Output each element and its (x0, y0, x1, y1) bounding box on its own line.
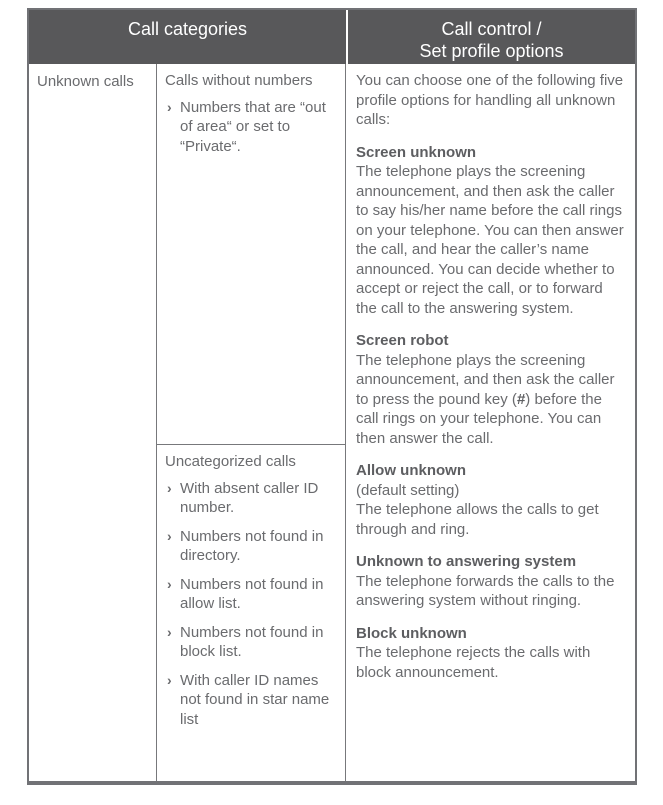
category-label: Unknown calls (37, 73, 134, 90)
profile-options-list (356, 143, 627, 683)
bullet-arrow-icon: › (167, 98, 172, 115)
bullet-text: Numbers not found in block list. (180, 623, 324, 660)
header-call-control (346, 10, 635, 64)
profile-option-title: Screen unknown (356, 143, 477, 161)
header-call-categories: Call categories (127, 19, 248, 39)
cell-uncategorized-calls (157, 445, 345, 781)
subcategory-title: Uncategorized calls (165, 453, 296, 470)
bullet-item (165, 575, 338, 614)
bullet-list (165, 98, 338, 157)
profile-option-title: Unknown to answering system (356, 553, 577, 570)
header-call-control-line2: Set profile options (419, 41, 564, 61)
bullet-item (165, 98, 338, 157)
bullet-item (165, 527, 338, 566)
profile-option-title: Screen robot (356, 332, 449, 349)
bullet-text: Numbers not found in directory. (180, 527, 324, 564)
profile-option-subtitle: (default setting) (356, 481, 460, 499)
bullet-item (165, 623, 338, 662)
bullet-arrow-icon: › (167, 479, 172, 496)
cell-calls-without-numbers (157, 64, 345, 445)
unknown-calls-table (27, 8, 637, 785)
bullet-list (165, 479, 338, 730)
header-call-control-line1: Call control / (441, 19, 542, 39)
profile-option-title: Allow unknown (356, 462, 466, 479)
bullet-text: With caller ID names not found in star name list (180, 671, 330, 728)
profile-options-intro: You can choose one of the following five profile options for handling all unknown calls: (356, 72, 624, 128)
bullet-arrow-icon: › (167, 623, 172, 640)
bullet-arrow-icon: › (167, 671, 172, 688)
profile-option (356, 624, 627, 683)
bullet-text: Numbers not found in allow list. (180, 575, 324, 612)
table-header-row (29, 10, 635, 64)
bullet-arrow-icon: › (167, 527, 172, 544)
cell-profile-options (346, 64, 635, 781)
profile-option (356, 552, 627, 611)
column-subcategories (156, 64, 346, 781)
profile-option-description: The telephone plays the screening announcement, and then ask the caller to press the pound key (#) before the call rings on your telephone. You can then answer the call. (356, 351, 615, 447)
subcategory-title: Calls without numbers (165, 72, 313, 89)
profile-option (356, 143, 627, 319)
bullet-item (165, 479, 338, 518)
table-body (29, 64, 635, 781)
profile-option-description: The telephone allows the calls to get through and ring. (356, 501, 599, 538)
profile-option (356, 331, 627, 448)
profile-option-description: The telephone forwards the calls to the answering system without ringing. (356, 572, 615, 609)
profile-option-description: The telephone rejects the calls with block announcement. (356, 644, 591, 681)
cell-category (29, 64, 156, 781)
bullet-text: Numbers that are “out of area“ or set to “Private“. (180, 98, 326, 155)
bullet-text: With absent caller ID number. (180, 479, 319, 516)
profile-option-description: The telephone plays the screening announcement, and then ask the caller to say his/her name before the call rings on your telephone. You can then answer the call, and hear the caller’s name announced. You can decide whether to accept or reject the call, or to forward the call to the answering system. (356, 163, 624, 317)
profile-option-title: Block unknown (356, 624, 467, 642)
bullet-item (165, 671, 338, 730)
profile-option (356, 461, 627, 539)
bullet-arrow-icon: › (167, 575, 172, 592)
